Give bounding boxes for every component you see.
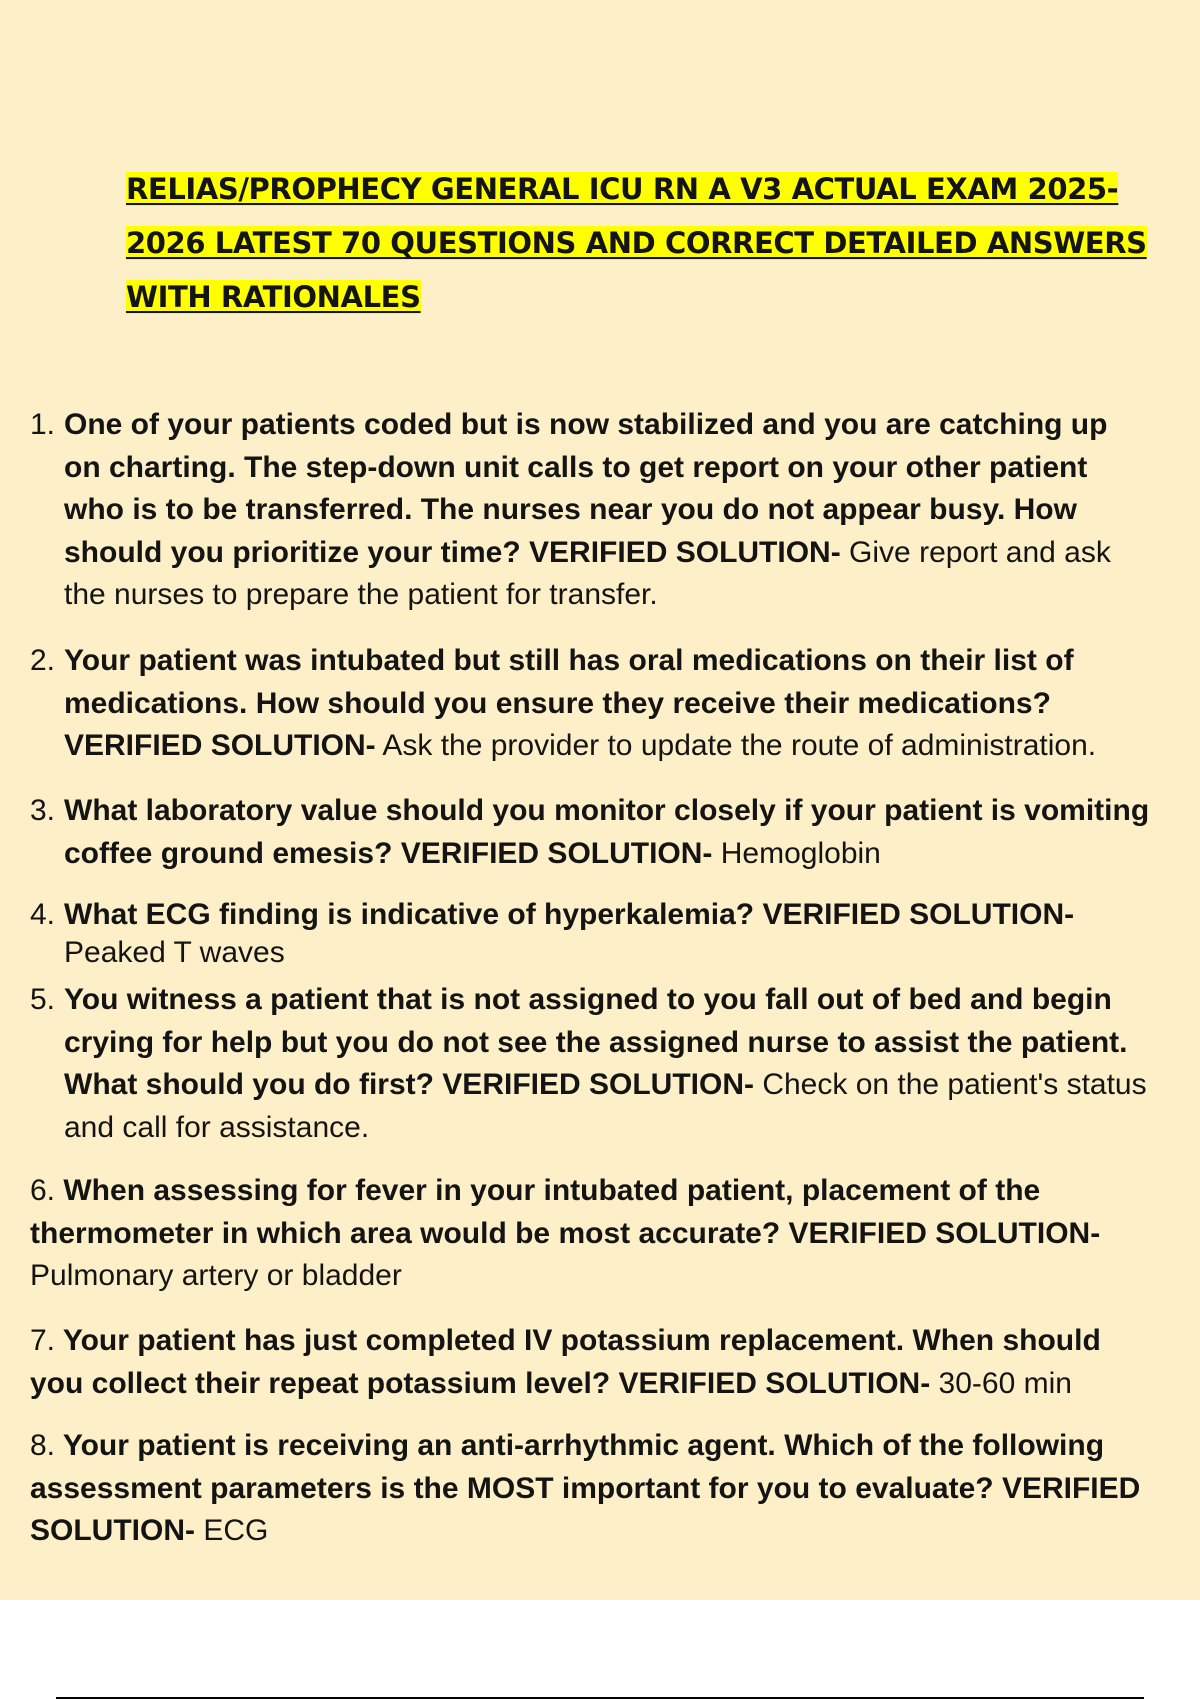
question-8 <box>30 1425 1140 1553</box>
document-title <box>126 162 1196 324</box>
question-text: medications. How should you ensure they receive their medications? <box>64 686 1051 720</box>
question-text: coffee ground emesis? VERIFIED SOLUTION- <box>64 836 713 870</box>
answer-text: Give report and ask <box>840 535 1111 569</box>
question-text: Your patient is receiving an anti-arrhythmic agent. Which of the following <box>55 1429 1105 1462</box>
answer-text: the nurses to prepare the patient for transfer. <box>64 578 658 611</box>
answer-text: Peaked T waves <box>64 936 285 969</box>
question-number: 3. <box>30 794 56 827</box>
question-5 <box>30 979 1147 1149</box>
title-line-3: WITH RATIONALES <box>126 280 421 314</box>
question-text: you collect their repeat potassium level? VERIFIED SOLUTION- <box>30 1366 931 1400</box>
question-text: What ECG finding is indicative of hyperkalemia? VERIFIED SOLUTION- <box>64 898 1075 931</box>
question-text: One of your patients coded but is now stabilized and you are catching up <box>64 408 1108 441</box>
question-number: 6. <box>30 1174 56 1207</box>
question-text: should you prioritize your time? VERIFIED SOLUTION- <box>64 535 841 569</box>
question-text: What should you do first? VERIFIED SOLUTION- <box>64 1068 754 1101</box>
answer-text: Ask the provider to update the route of administration. <box>375 729 1097 762</box>
question-number: 8. <box>30 1429 56 1462</box>
question-7 <box>30 1320 1101 1405</box>
question-text: SOLUTION- <box>30 1514 195 1547</box>
question-number: 5. <box>30 983 56 1016</box>
question-number: 2. <box>30 644 56 677</box>
question-text: thermometer in which area would be most accurate? VERIFIED SOLUTION- <box>30 1216 1101 1250</box>
question-number: 7. <box>30 1324 56 1357</box>
question-text: on charting. The step-down unit calls to get report on your other patient <box>64 450 1088 484</box>
answer-text: Hemoglobin <box>712 836 881 870</box>
question-text: Your patient has just completed IV potassium replacement. When should <box>55 1324 1101 1357</box>
question-number: 4. <box>30 898 56 931</box>
question-1 <box>30 404 1111 617</box>
question-4 <box>30 896 1074 972</box>
answer-text: Pulmonary artery or bladder <box>30 1259 402 1292</box>
answer-text: Check on the patient's status <box>753 1068 1147 1101</box>
answer-text: ECG <box>195 1514 269 1547</box>
footer-divider <box>56 1697 1144 1699</box>
question-text: Your patient was intubated but still has oral medications on their list of <box>64 644 1074 677</box>
answer-text: and call for assistance. <box>64 1110 370 1144</box>
question-6 <box>30 1170 1100 1298</box>
question-text: who is to be transferred. The nurses near you do not appear busy. How <box>64 493 1077 526</box>
question-text: What laboratory value should you monitor closely if your patient is vomiting <box>64 794 1150 827</box>
question-text: You witness a patient that is not assigned to you fall out of bed and begin <box>64 983 1112 1016</box>
question-text: crying for help but you do not see the assigned nurse to assist the patient. <box>64 1025 1128 1059</box>
question-3 <box>30 790 1149 875</box>
question-2 <box>30 640 1096 768</box>
title-line-1: RELIAS/PROPHECY GENERAL ICU RN A V3 ACTUAL EXAM 2025- <box>126 172 1119 206</box>
answer-text: 30-60 min <box>930 1366 1072 1400</box>
question-text: VERIFIED SOLUTION- <box>64 729 376 762</box>
question-text: assessment parameters is the MOST important for you to evaluate? VERIFIED <box>30 1471 1141 1505</box>
title-line-2: 2026 LATEST 70 QUESTIONS AND CORRECT DETAILED ANSWERS <box>126 226 1147 260</box>
question-number: 1. <box>30 408 56 441</box>
question-text: When assessing for fever in your intubated patient, placement of the <box>55 1174 1041 1207</box>
